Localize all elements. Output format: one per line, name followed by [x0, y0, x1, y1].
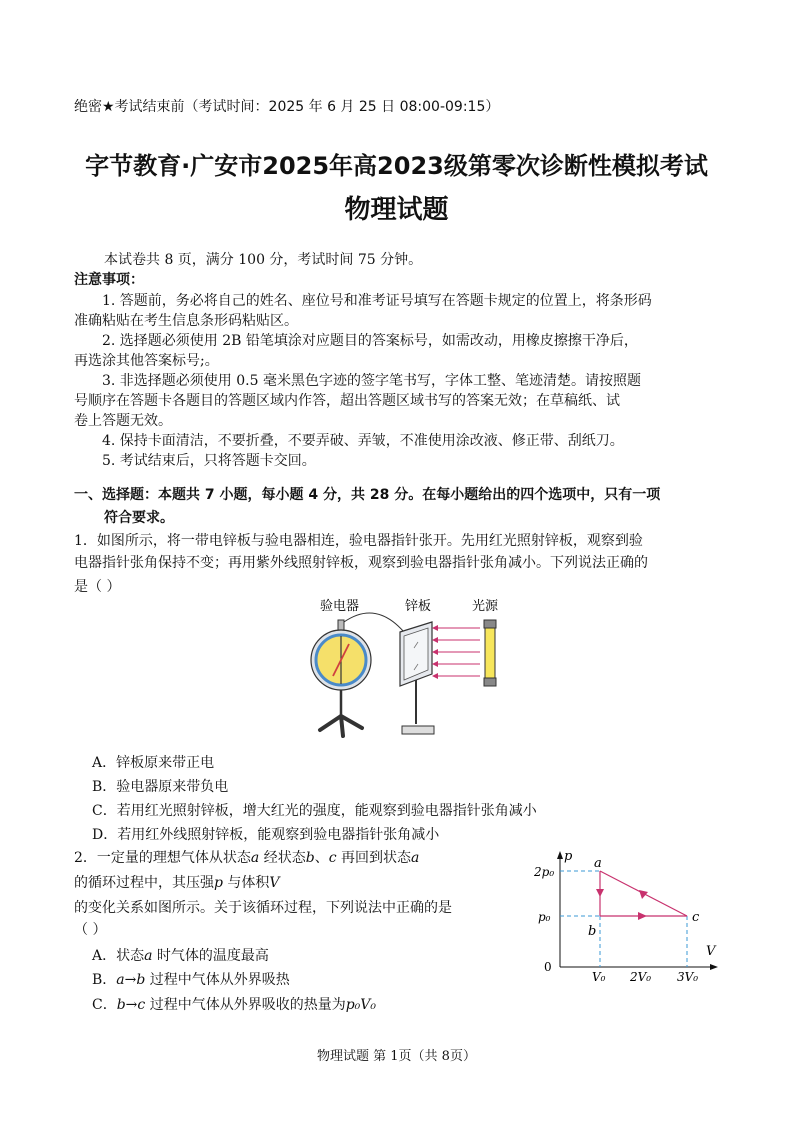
notice-item-4: 4. 保持卡面清洁，不要折叠，不要弄破、弄皱，不准使用涂改液、修正带、刮纸刀。: [102, 433, 624, 449]
y-tick-2p0: 2p₀: [534, 865, 555, 879]
notice-item-1-cont: 准确粘贴在考生信息条形码粘贴区。: [74, 313, 298, 329]
pv-guide-lines: [560, 871, 687, 967]
origin-label: 0: [544, 960, 552, 974]
q2-stem-line3: 的变化关系如图所示。关于该循环过程，下列说法中正确的是: [74, 900, 452, 916]
x-axis-label: V: [706, 944, 716, 959]
q2-stem-line1: 2．一定量的理想气体从状态a 经状态b、c 再回到状态a: [74, 850, 420, 866]
notice-item-3: 3. 非选择题必须使用 0.5 毫米黑色字迹的签字笔书写，字体工整、笔迹清楚。请按照题: [102, 373, 641, 389]
notice-item-3-cont: 号顺序在答题卡各题目的答题区域内作答，超出答题区域书写的答案无效；在草稿纸、试: [74, 393, 620, 409]
exam-title: 字节教育·广安市2025年高2023级第零次诊断性模拟考试: [85, 152, 708, 180]
exam-secret-line: 绝密★考试结束前（考试时间：2025 年 6 月 25 日 08:00-09:15）: [74, 99, 500, 115]
notice-item-1: 1. 答题前，务必将自己的姓名、座位号和准考证号填写在答题卡规定的位置上，将条形码: [102, 293, 652, 309]
point-b-label: b: [588, 924, 597, 939]
q1-stem-line3: 是（ ）: [74, 579, 121, 595]
q1-option-c[interactable]: C．若用红光照射锌板，增大红光的强度，能观察到验电器指针张角减小: [92, 803, 537, 819]
q2-stem-line4: （ ）: [74, 922, 107, 938]
intro-text: 本试卷共 8 页，满分 100 分，考试时间 75 分钟。: [104, 252, 423, 268]
notice-item-2-cont: 再选涂其他答案标号;。: [74, 353, 219, 369]
point-c-label: c: [692, 910, 700, 925]
x-tick-3v0: 3V₀: [677, 970, 699, 984]
pv-cycle-arrows: [596, 889, 648, 920]
notice-item-2: 2. 选择题必须使用 2B 铅笔填涂对应题目的答案标号，如需改动，用橡皮擦擦干净后，: [102, 333, 638, 349]
connecting-wire: [344, 613, 404, 632]
q1-stem-line1: 1．如图所示，将一带电锌板与验电器相连，验电器指针张开。先用红光照射锌板，观察到验: [74, 533, 643, 549]
notice-item-3-cont2: 卷上答题无效。: [74, 413, 172, 429]
electroscope: [311, 620, 371, 736]
point-a-label: a: [594, 856, 602, 871]
light-source: [484, 620, 496, 686]
notice-heading: 注意事项：: [74, 272, 144, 288]
q1-stem-line2: 电器指针张角保持不变；再用紫外线照射锌板，观察到验电器指针张角减小。下列说法正确的: [74, 555, 648, 571]
x-tick-v0: V₀: [592, 970, 606, 984]
q2-option-c[interactable]: C．b→c 过程中气体从外界吸收的热量为p₀V₀: [92, 997, 377, 1013]
label-light-source: 光源: [472, 599, 499, 614]
y-tick-p0: p₀: [538, 910, 551, 924]
notice-item-5: 5. 考试结束后，只将答题卡交回。: [102, 453, 316, 469]
subject-title: 物理试题: [344, 195, 449, 225]
q2-option-b[interactable]: B．a→b 过程中气体从外界吸热: [92, 972, 290, 988]
q2-stem-line2: 的循环过程中，其压强p 与体积V: [74, 875, 280, 891]
section-heading-cont: 符合要求。: [104, 510, 174, 526]
light-rays: [432, 625, 480, 679]
zinc-plate: [400, 622, 434, 734]
q1-option-a[interactable]: A．锌板原来带正电: [92, 755, 215, 771]
q1-figure: [300, 596, 515, 744]
y-axis-label: p: [564, 849, 573, 864]
section-heading: 一、选择题：本题共 7 小题，每小题 4 分，共 28 分。在每小题给出的四个选项中，只有一项: [74, 487, 661, 503]
q1-option-b[interactable]: B．验电器原来带负电: [92, 779, 229, 795]
label-electroscope: 验电器: [320, 599, 360, 614]
q2-option-a[interactable]: A．状态a 时气体的温度最高: [92, 948, 269, 964]
x-tick-2v0: 2V₀: [630, 970, 652, 984]
label-zinc-plate: 锌板: [405, 599, 432, 614]
q1-option-d[interactable]: D．若用红外线照射锌板，能观察到验电器指针张角减小: [92, 827, 440, 843]
page-footer: 物理试题 第 1页（共 8页）: [317, 1049, 476, 1064]
q2-pv-graph: [530, 845, 725, 985]
